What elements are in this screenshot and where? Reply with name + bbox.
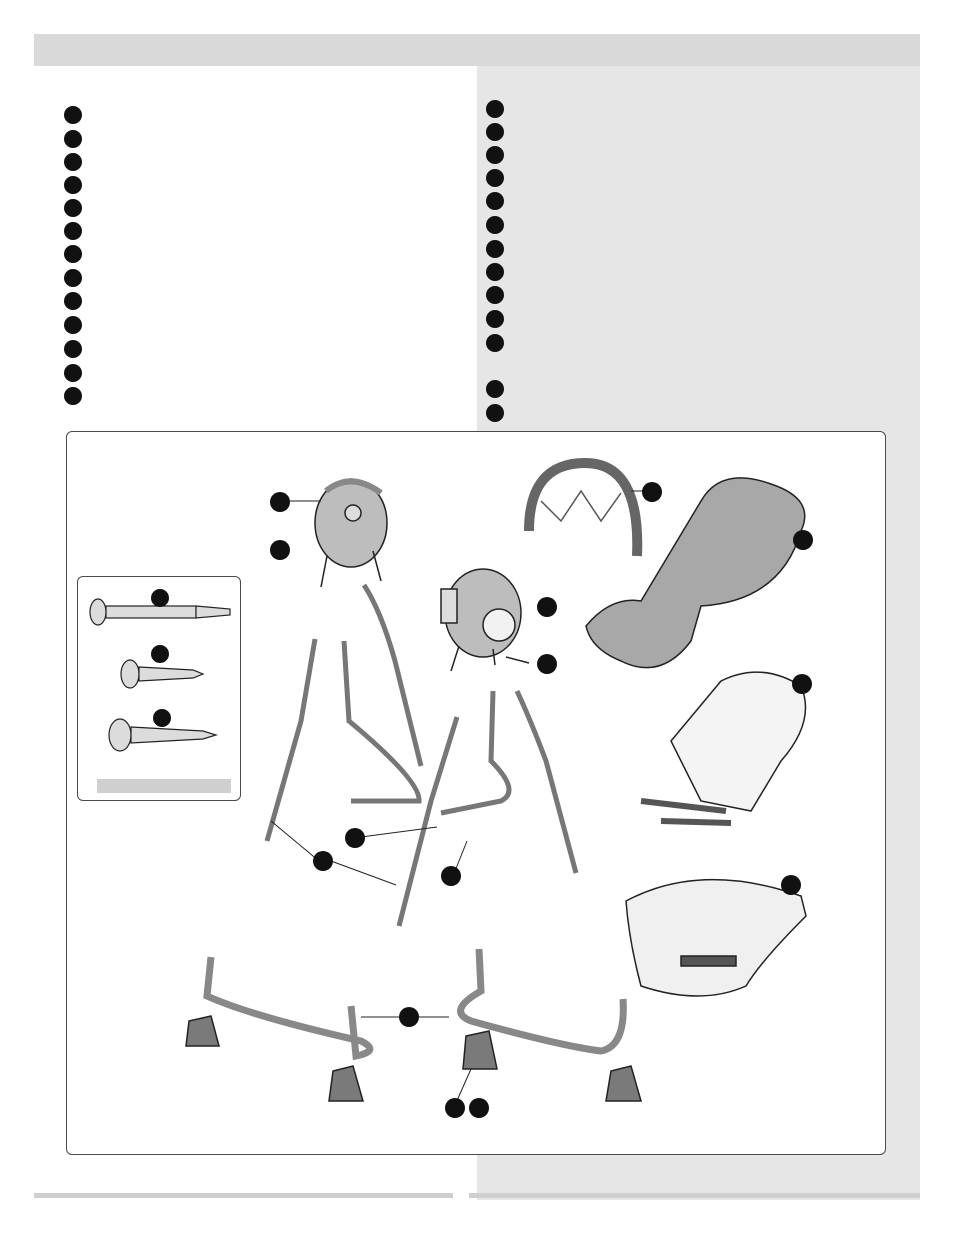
part-marker — [64, 222, 82, 240]
part-marker — [64, 364, 82, 382]
part-marker — [486, 192, 504, 210]
part-marker — [64, 292, 82, 310]
toy-bar-icon — [529, 463, 637, 556]
feet-icon — [186, 1016, 641, 1101]
part-marker — [64, 340, 82, 358]
base-tray-icon — [626, 880, 806, 996]
part-marker — [64, 245, 82, 263]
part-marker — [486, 240, 504, 258]
part-marker — [486, 263, 504, 281]
swing-motor-icon — [441, 569, 529, 671]
screw-inset — [77, 576, 241, 801]
part-marker — [486, 123, 504, 141]
base-tubes-icon — [207, 949, 623, 1056]
motor-housing-icon — [315, 479, 387, 587]
header-bar — [34, 34, 920, 66]
part-marker — [486, 310, 504, 328]
part-marker — [486, 216, 504, 234]
part-marker — [64, 316, 82, 334]
part-marker — [64, 199, 82, 217]
part-marker — [64, 269, 82, 287]
footer-left-rule — [34, 1193, 453, 1198]
seat-pad-icon — [586, 478, 805, 668]
part-marker — [486, 286, 504, 304]
footer-right-rule — [469, 1193, 920, 1198]
part-marker — [486, 169, 504, 187]
part-marker — [486, 404, 504, 422]
screw-caption — [97, 779, 231, 793]
part-marker — [64, 387, 82, 405]
part-marker — [486, 380, 504, 398]
part-marker — [64, 106, 82, 124]
part-marker — [486, 334, 504, 352]
short-screw-icon — [121, 660, 203, 688]
part-marker — [486, 146, 504, 164]
seat-shell-icon — [671, 672, 806, 811]
part-marker — [64, 130, 82, 148]
leg-tubes-icon — [267, 585, 576, 926]
part-marker — [64, 176, 82, 194]
part-marker — [64, 153, 82, 171]
screws-illustration — [78, 577, 240, 800]
part-marker — [486, 100, 504, 118]
